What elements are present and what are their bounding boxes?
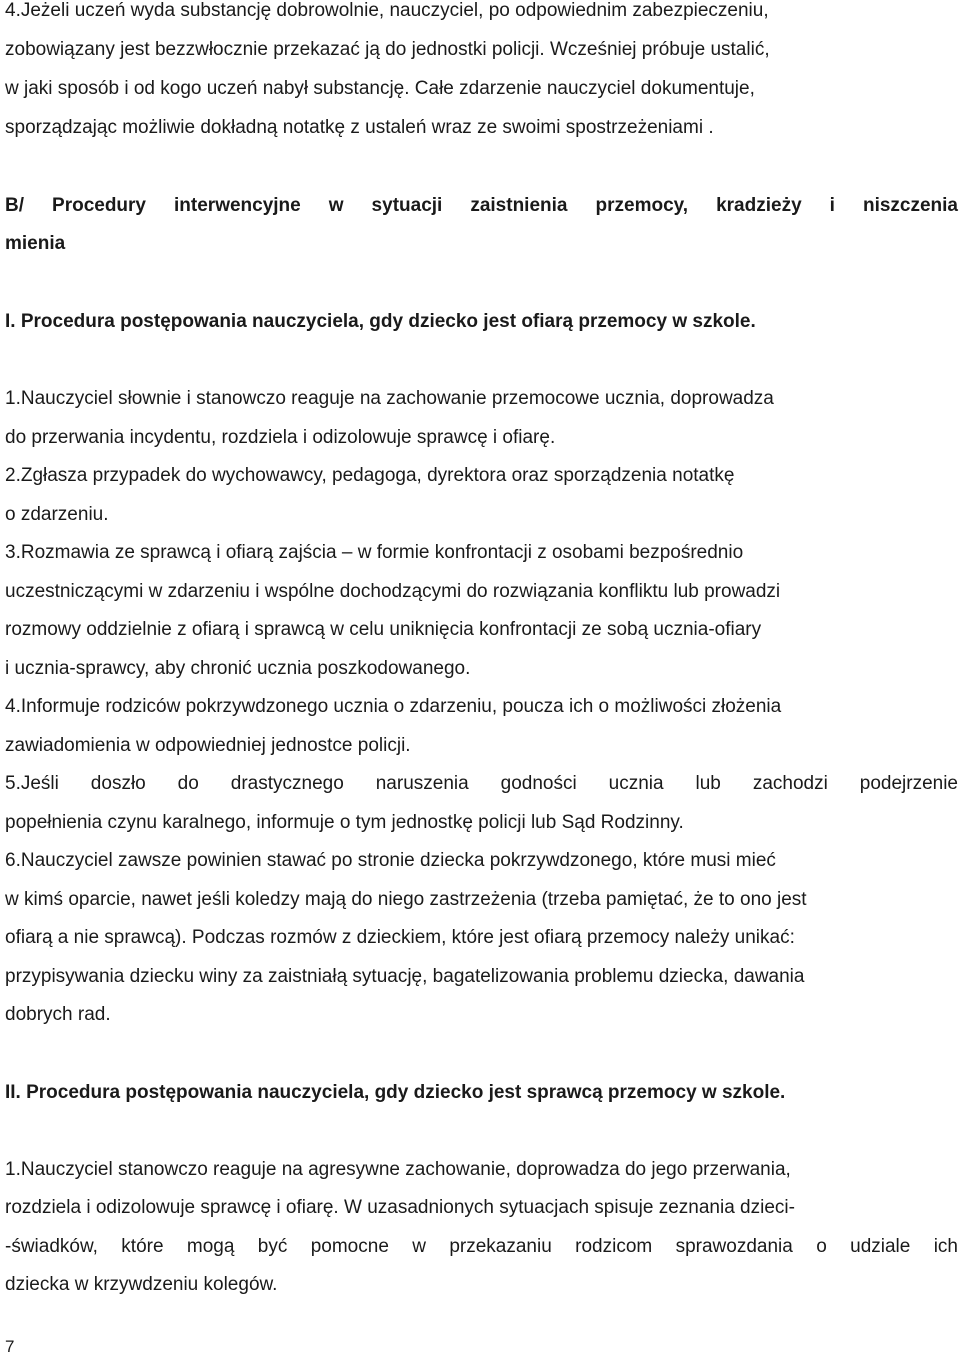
procedure-2-line: -świadków, które mogą być pomocne w przekazaniu rodzicom sprawozdania o udziale ich xyxy=(5,1236,958,1257)
procedure-1-line: dobrych rad. xyxy=(5,1004,111,1025)
procedure-1-line: popełnienia czynu karalnego, informuje o tym jednostkę policji lub Sąd Rodzinny. xyxy=(5,812,684,833)
intro-line-4: sporządzając możliwie dokładną notatkę z ustaleń wraz ze swoimi spostrzeżeniami . xyxy=(5,117,714,138)
procedure-1-line: 4.Informuje rodziców pokrzywdzonego ucznia o zdarzeniu, poucza ich o możliwości złożenia xyxy=(5,696,782,717)
procedure-1-line: 1.Nauczyciel słownie i stanowczo reaguje na zachowanie przemocowe ucznia, doprowadza xyxy=(5,388,774,409)
procedure-2-line: rozdziela i odizolowuje sprawcę i ofiarę. W uzasadnionych sytuacjach spisuje zeznania dzieci- xyxy=(5,1197,795,1218)
procedure-1-line: zawiadomienia w odpowiedniej jednostce policji. xyxy=(5,735,411,756)
procedure-1-line: i ucznia-sprawcy, aby chronić ucznia poszkodowanego. xyxy=(5,658,471,679)
procedure-1-heading: I. Procedura postępowania nauczyciela, gdy dziecko jest ofiarą przemocy w szkole. xyxy=(5,311,756,332)
intro-line-3: w jaki sposób i od kogo uczeń nabył substancję. Całe zdarzenie nauczyciel dokumentuje, xyxy=(5,78,755,99)
procedure-2-line: dziecka w krzywdzeniu kolegów. xyxy=(5,1274,278,1295)
procedure-1-line: o zdarzeniu. xyxy=(5,504,109,525)
intro-line-2: zobowiązany jest bezzwłocznie przekazać ją do jednostki policji. Wcześniej próbuje ustalić, xyxy=(5,39,770,60)
procedure-1-line: 3.Rozmawia ze sprawcą i ofiarą zajścia – w formie konfrontacji z osobami bezpośrednio xyxy=(5,542,744,563)
procedure-1-line: uczestniczącymi w zdarzeniu i wspólne dochodzącymi do rozwiązania konfliktu lub prowadzi xyxy=(5,581,781,602)
section-b-heading-line-2: mienia xyxy=(5,233,66,254)
page-number: 7 xyxy=(5,1337,15,1356)
procedure-1-line: w kimś oparcie, nawet jeśli koledzy mają do niego zastrzeżenia (trzeba pamiętać, że to ono jest xyxy=(5,889,807,910)
procedure-1-line: ofiarą a nie sprawcą). Podczas rozmów z dzieckiem, które jest ofiarą przemocy należy unikać: xyxy=(5,927,795,948)
procedure-1-line: 5.Jeśli doszło do drastycznego naruszenia godności ucznia lub zachodzi podejrzenie xyxy=(5,773,958,794)
procedure-1-line: rozmowy oddzielnie z ofiarą i sprawcą w celu uniknięcia konfrontacji ze sobą ucznia-ofiary xyxy=(5,619,762,640)
procedure-1-line: 6.Nauczyciel zawsze powinien stawać po stronie dziecka pokrzywdzonego, które musi mieć xyxy=(5,850,776,871)
procedure-2-line: 1.Nauczyciel stanowczo reaguje na agresywne zachowanie, doprowadza do jego przerwania, xyxy=(5,1159,791,1180)
procedure-1-line: 2.Zgłasza przypadek do wychowawcy, pedagoga, dyrektora oraz sporządzenia notatkę xyxy=(5,465,735,486)
procedure-1-line: przypisywania dziecku winy za zaistniałą sytuację, bagatelizowania problemu dziecka, dawania xyxy=(5,966,805,987)
section-b-heading-line-1: B/ Procedury interwencyjne w sytuacji zaistnienia przemocy, kradzieży i niszczenia xyxy=(5,195,958,216)
procedure-1-line: do przerwania incydentu, rozdziela i odizolowuje sprawcę i ofiarę. xyxy=(5,427,556,448)
procedure-2-heading: II. Procedura postępowania nauczyciela, gdy dziecko jest sprawcą przemocy w szkole. xyxy=(5,1082,786,1103)
intro-line-1: 4.Jeżeli uczeń wyda substancję dobrowolnie, nauczyciel, po odpowiednim zabezpieczeniu, xyxy=(5,0,769,21)
